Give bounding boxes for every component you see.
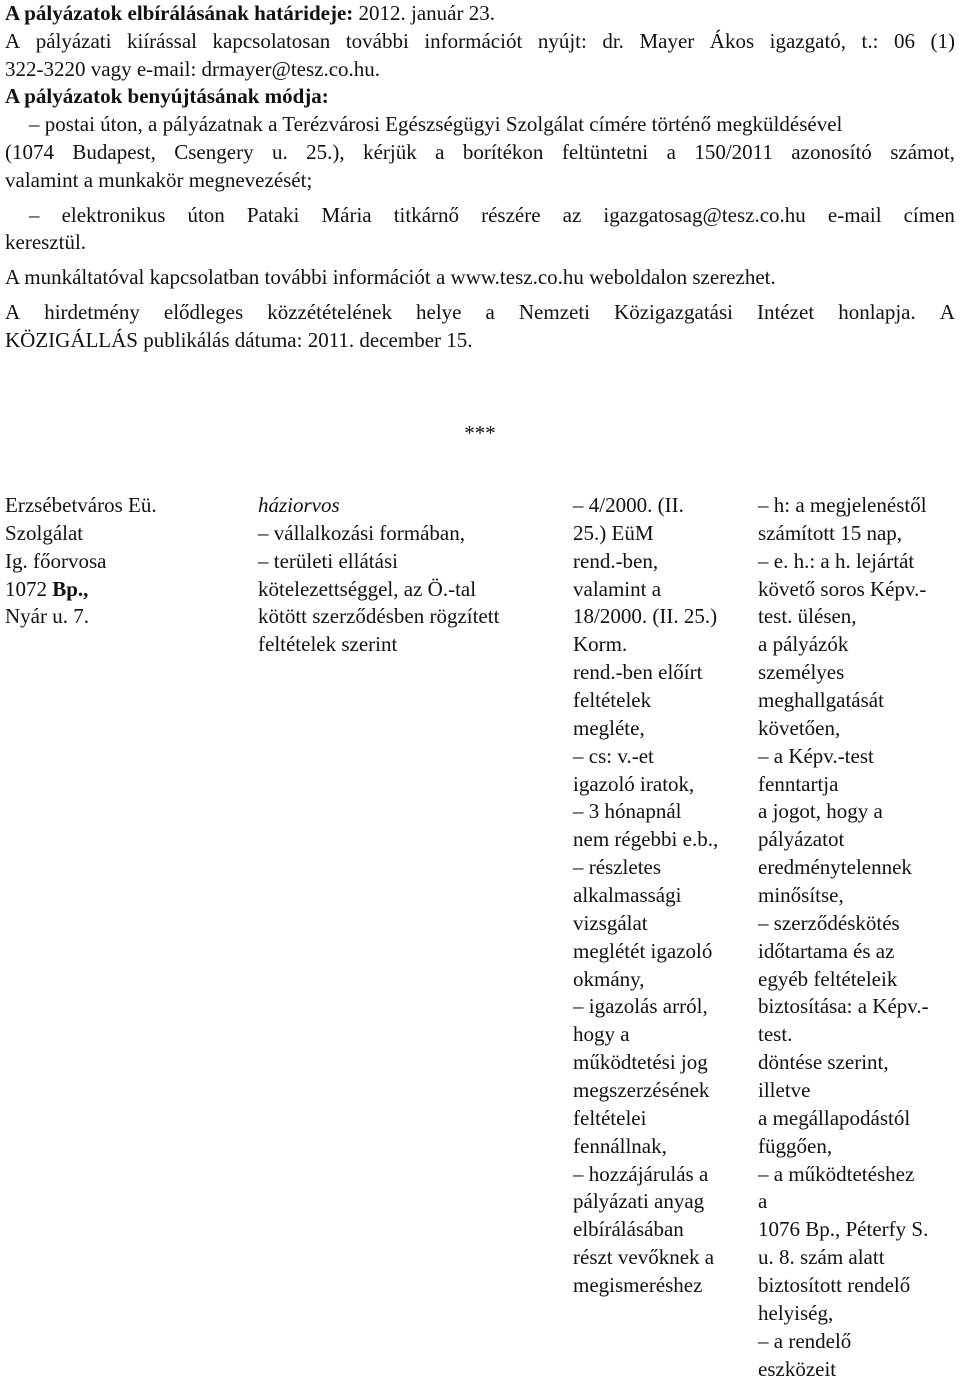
submission-method-heading: A pályázatok benyújtásának módja: bbox=[5, 84, 329, 109]
column-line: feltételek szerint bbox=[258, 632, 398, 657]
word: Közigazgatási bbox=[614, 299, 733, 324]
column-line: okmány, bbox=[573, 966, 645, 991]
contact-info-line-2: 322-3220 vagy e-mail: drmayer@tesz.co.hu. bbox=[5, 56, 381, 81]
column-line: kötelezettséggel, az Ö.-tal bbox=[258, 576, 477, 601]
word: hirdetmény bbox=[44, 299, 140, 324]
word: Nemzeti bbox=[518, 299, 591, 324]
word: Intézet bbox=[757, 299, 815, 324]
column-line: megismeréshez bbox=[573, 1273, 703, 1298]
column-line: vizsgálat bbox=[573, 910, 648, 935]
word: (1074 bbox=[5, 139, 54, 164]
column-line: – részletes bbox=[573, 855, 662, 880]
employer-info-line: A munkáltatóval kapcsolatban további információt a www.tesz.co.hu weboldalon szerezhet. bbox=[5, 265, 776, 290]
word: – bbox=[29, 202, 40, 227]
deadline-label: A pályázatok elbírálásának határideje: bbox=[5, 1, 354, 25]
postal-code: 1072 bbox=[5, 576, 47, 601]
column-line: – a működtetéshez bbox=[758, 1161, 915, 1186]
word: Mayer bbox=[639, 28, 695, 53]
requirements-column bbox=[573, 492, 753, 1300]
electronic-submission-line-2: keresztül. bbox=[5, 230, 87, 255]
word: azonosító bbox=[791, 139, 872, 164]
word: közzétételének bbox=[267, 299, 392, 324]
column-line: illetve bbox=[758, 1078, 811, 1103]
city-abbrev: Bp., bbox=[52, 576, 89, 601]
column-line: meglétét igazoló bbox=[573, 938, 713, 963]
column-line: – a Képv.-test bbox=[758, 743, 874, 768]
word: kiírással bbox=[127, 28, 197, 53]
column-line: 1076 Bp., Péterfy S. bbox=[758, 1217, 929, 1242]
column-line: – cs: v.-et bbox=[573, 743, 654, 768]
column-line: rend.-ben előírt bbox=[573, 660, 703, 685]
column-line: meghallgatását bbox=[758, 688, 884, 713]
publication-line-1 bbox=[5, 299, 955, 327]
word: (1) bbox=[930, 28, 955, 53]
position-column bbox=[258, 492, 558, 659]
column-line: – igazolás arról, bbox=[573, 994, 708, 1019]
word: dr. bbox=[602, 28, 624, 53]
column-line: test. ülésen, bbox=[758, 604, 857, 629]
word: feltüntetni bbox=[561, 139, 649, 164]
employer-street: Nyár u. 7. bbox=[5, 604, 89, 629]
word: címen bbox=[903, 202, 955, 227]
deadline-line bbox=[5, 0, 955, 28]
column-line: – szerződéskötés bbox=[758, 910, 900, 935]
electronic-submission-line-1 bbox=[5, 202, 955, 230]
column-line: test. bbox=[758, 1022, 793, 1047]
column-line: minősítse, bbox=[758, 883, 844, 908]
column-line: pályázati anyag bbox=[573, 1189, 705, 1214]
column-line: személyes bbox=[758, 660, 845, 685]
word: a bbox=[435, 139, 445, 164]
column-line: működtetési jog bbox=[573, 1050, 708, 1075]
word: számot, bbox=[890, 139, 955, 164]
word: részére bbox=[481, 202, 541, 227]
column-line: pályázatot bbox=[758, 827, 845, 852]
column-line: fennállnak, bbox=[573, 1133, 667, 1158]
column-line: u. 8. szám alatt bbox=[758, 1245, 885, 1270]
employer-line: Szolgálat bbox=[5, 520, 84, 545]
column-line: rend.-ben, bbox=[573, 548, 659, 573]
word: t.: bbox=[861, 28, 879, 53]
publication-line-2: KÖZIGÁLLÁS publikálás dátuma: 2011. december 15. bbox=[5, 327, 473, 352]
column-line: – területi ellátási bbox=[258, 548, 398, 573]
word: borítékon bbox=[462, 139, 544, 164]
word: a bbox=[485, 299, 495, 324]
column-line: a megállapodástól bbox=[758, 1105, 911, 1130]
position-title: háziorvos bbox=[258, 493, 340, 517]
column-line: fenntartja bbox=[758, 771, 839, 796]
column-line: biztosítása: a Képv.- bbox=[758, 994, 929, 1019]
word: Mária bbox=[321, 202, 372, 227]
word: igazgató, bbox=[769, 28, 847, 53]
word: nyújt: bbox=[537, 28, 587, 53]
column-line: időtartama és az bbox=[758, 938, 895, 963]
word: e-mail bbox=[827, 202, 882, 227]
column-line: – h: a megjelenéstől bbox=[758, 493, 927, 517]
word: Ákos bbox=[709, 28, 755, 53]
contact-info-line-1 bbox=[5, 28, 955, 56]
column-line: – 3 hónapnál bbox=[573, 799, 682, 824]
column-line: feltételek bbox=[573, 688, 652, 713]
word: információt bbox=[424, 28, 523, 53]
column-line: – vállalkozási formában, bbox=[258, 520, 466, 545]
employer-address-line bbox=[5, 576, 205, 604]
word: elektronikus bbox=[61, 202, 166, 227]
word: helye bbox=[416, 299, 462, 324]
column-line: alkalmassági bbox=[573, 883, 682, 908]
deadline-value: 2012. január 23. bbox=[358, 1, 495, 25]
column-line: elbírálásában bbox=[573, 1217, 684, 1242]
column-line: 25.) EüM bbox=[573, 520, 654, 545]
word: u. bbox=[272, 139, 288, 164]
column-line: biztosított rendelő bbox=[758, 1273, 911, 1298]
word: igazgatosag@tesz.co.hu bbox=[603, 202, 806, 227]
word: Pataki bbox=[246, 202, 300, 227]
column-line: egyéb feltételeik bbox=[758, 966, 898, 991]
column-line: 18/2000. (II. 25.) bbox=[573, 604, 718, 629]
word: Budapest, bbox=[72, 139, 156, 164]
column-line: kötött szerződésben rögzített bbox=[258, 604, 500, 629]
column-line: – a rendelő bbox=[758, 1328, 852, 1353]
column-line: követően, bbox=[758, 715, 841, 740]
employer-line: Ig. főorvosa bbox=[5, 548, 107, 573]
word: A bbox=[5, 299, 21, 324]
conditions-column bbox=[758, 492, 958, 1384]
column-line: – 4/2000. (II. bbox=[573, 493, 684, 517]
column-line: – hozzájárulás a bbox=[573, 1161, 709, 1186]
column-line: feltételei bbox=[573, 1105, 647, 1130]
column-line: hogy a bbox=[573, 1022, 630, 1047]
column-line: nem régebbi e.b., bbox=[573, 827, 719, 852]
position-details bbox=[258, 520, 558, 659]
word: titkárnő bbox=[393, 202, 460, 227]
column-line: részt vevőknek a bbox=[573, 1245, 715, 1270]
word: elődleges bbox=[163, 299, 244, 324]
word: A bbox=[5, 28, 21, 53]
column-line: igazoló iratok, bbox=[573, 771, 695, 796]
column-line: Korm. bbox=[573, 632, 628, 657]
postal-submission-line-1: – postai úton, a pályázatnak a Terézvárosi Egészségügyi Szolgálat címére történő megküldésével bbox=[29, 112, 843, 137]
column-line: a jogot, hogy a bbox=[758, 799, 883, 824]
announcement-text bbox=[5, 0, 955, 355]
word: kérjük bbox=[363, 139, 417, 164]
word: további bbox=[345, 28, 409, 53]
column-line: helyiség, bbox=[758, 1300, 834, 1325]
word: az bbox=[562, 202, 582, 227]
employer-line: Erzsébetváros Eü. bbox=[5, 493, 157, 517]
word: A bbox=[939, 299, 955, 324]
column-line: megszerzésének bbox=[573, 1078, 710, 1103]
column-line: függően, bbox=[758, 1133, 833, 1158]
column-line: a bbox=[758, 1189, 768, 1214]
word: pályázati bbox=[35, 28, 112, 53]
column-line: – e. h.: a h. lejártát bbox=[758, 548, 915, 573]
word: 06 bbox=[893, 28, 915, 53]
employer-column bbox=[5, 492, 205, 631]
postal-submission-line-3: valamint a munkakör megnevezését; bbox=[5, 167, 313, 192]
section-separator: *** bbox=[464, 421, 496, 445]
column-line: valamint a bbox=[573, 576, 662, 601]
word: a bbox=[666, 139, 676, 164]
word: kapcsolatosan bbox=[212, 28, 331, 53]
column-line: követő soros Képv.- bbox=[758, 576, 927, 601]
word: Csengery bbox=[174, 139, 254, 164]
column-line: döntése szerint, bbox=[758, 1050, 889, 1075]
column-line: a pályázók bbox=[758, 632, 849, 657]
postal-submission-line-2 bbox=[5, 139, 955, 167]
column-line: számított 15 nap, bbox=[758, 520, 903, 545]
column-line: eszközeit bbox=[758, 1356, 837, 1381]
word: honlapja. bbox=[838, 299, 916, 324]
column-line: eredménytelennek bbox=[758, 855, 912, 880]
word: 150/2011 bbox=[694, 139, 773, 164]
column-line: megléte, bbox=[573, 715, 645, 740]
word: 25.), bbox=[306, 139, 345, 164]
word: úton bbox=[187, 202, 225, 227]
